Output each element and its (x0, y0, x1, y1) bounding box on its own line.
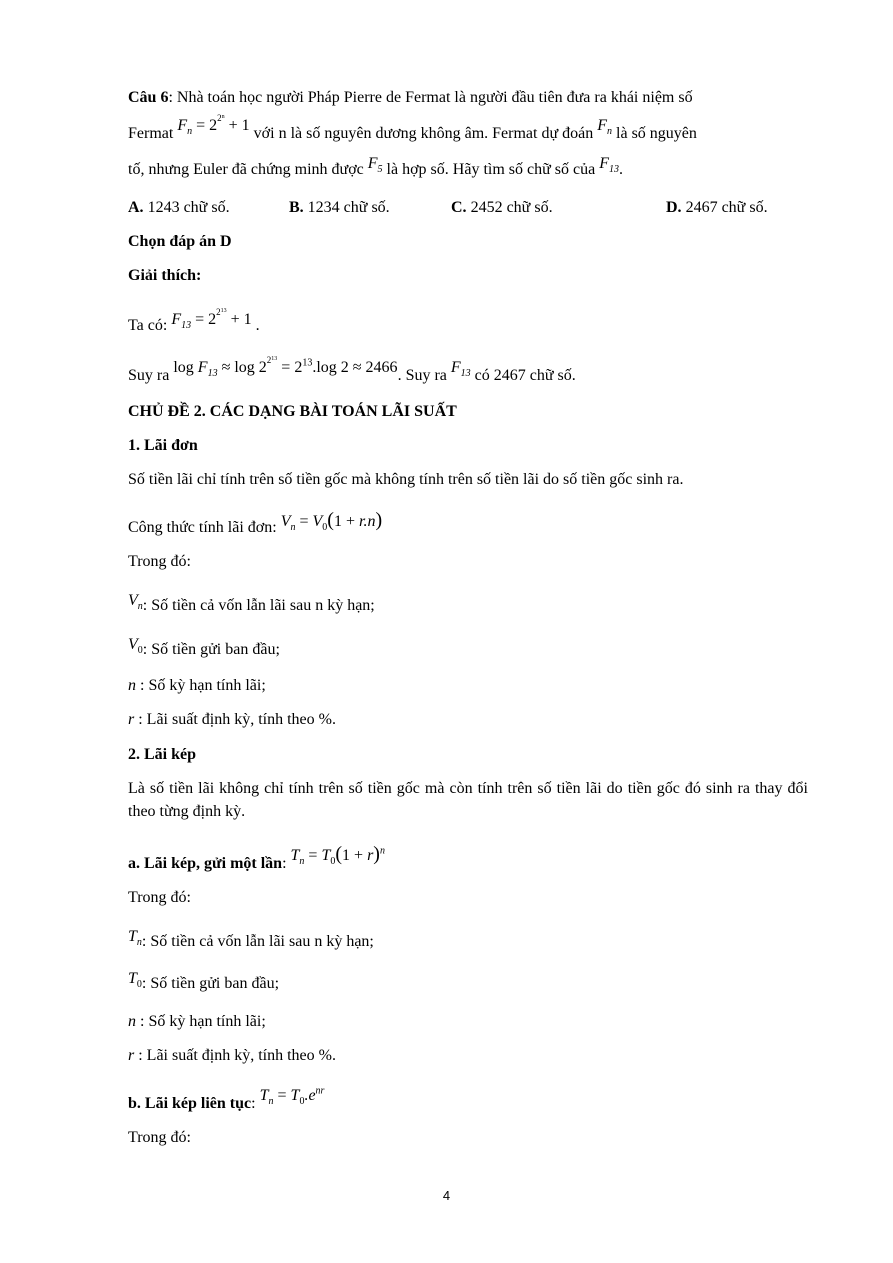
page-number: 4 (442, 1188, 451, 1203)
var-v0: $V_0$ (128, 636, 143, 657)
section-2-desc: Là số tiền lãi không chỉ tính trên số tiền gốc mà còn tính trên số tiền lãi do tiền gốc đó sinh ra thay đổi theo từng định kỳ. (128, 780, 808, 820)
where-3: Trong đó: (128, 1129, 191, 1146)
section-2a-title-line: a. Lãi kép, gửi một lần: $T_n = T_0(1 + r)^n$ (128, 843, 385, 872)
compound-interest-formula: $T_n = T_0(1 + r)^n$ (290, 843, 385, 868)
s1-def-n: n : Số kỳ hạn tính lãi; (128, 677, 266, 694)
s2-def-t0: $T_0$: Số tiền gửi ban đầu; (128, 970, 280, 992)
where-1: Trong đó: (128, 553, 191, 570)
topic-title: CHỦ ĐỀ 2. CÁC DẠNG BÀI TOÁN LÃI SUẤT (128, 403, 457, 420)
question-line-2: Fermat $F_n = 2^{2^n} + 1$ với n là số nguyên dương không âm. Fermat dự đoán $F_n$ là số nguyên (128, 113, 697, 142)
simple-interest-formula-line: Công thức tính lãi đơn: $V_n = V_0(1 + r.n)$ (128, 509, 383, 536)
var-r-2: r (128, 1047, 135, 1064)
section-1-title: 1. Lãi đơn (128, 437, 198, 454)
option-b: B. 1234 chữ số. (289, 199, 390, 216)
s2-def-n: n : Số kỳ hạn tính lãi; (128, 1013, 266, 1030)
option-c: C. 2452 chữ số. (451, 199, 553, 216)
section-2-title: 2. Lãi kép (128, 746, 197, 763)
s2-def-tn: $T_n$: Số tiền cả vốn lẫn lãi sau n kỳ hạn; (128, 928, 374, 950)
fermat-formula: $F_n = 2^{2^n} + 1$ (177, 113, 250, 138)
s2-def-r: r : Lãi suất định kỳ, tính theo %. (128, 1047, 336, 1064)
var-r: r (128, 711, 135, 728)
option-d: D. 2467 chữ số. (666, 199, 768, 216)
answer-line: Chọn đáp án D (128, 233, 232, 250)
s1-def-r: r : Lãi suất định kỳ, tính theo %. (128, 711, 336, 728)
continuous-interest-formula: $T_n = T_0.e^{nr}$ (259, 1085, 325, 1108)
s1-def-v0: $V_0$: Số tiền gửi ban đầu; (128, 636, 280, 658)
log-formula: $\log F_{13} \approx \log 2^{2^{13}} = 2^{13}.\log$ 2 ≈ 2466 (173, 355, 398, 380)
explain-title: Giải thích: (128, 267, 202, 284)
where-2: Trong đó: (128, 889, 191, 906)
s1-def-vn: $V_n$: Số tiền cả vốn lẫn lãi sau n kỳ hạn; (128, 592, 375, 614)
f13-formula: $F_{13} = 2^{2^{13}} + 1$ (171, 307, 252, 332)
question-line-3: tố, nhưng Euler đã chứng minh được $F_5$ là hợp số. Hãy tìm số chữ số của $F_{13}$. (128, 155, 623, 178)
section-2b-title-line: b. Lãi kép liên tục: $T_n = T_0.e^{nr}$ (128, 1085, 325, 1112)
section-1-desc: Số tiền lãi chỉ tính trên số tiền gốc mà không tính trên số tiền lãi do số tiền gốc sinh ra. (128, 471, 684, 488)
question-line-1: Câu 6: Nhà toán học người Pháp Pierre de Fermat là người đầu tiên đưa ra khái niệm số (128, 89, 693, 106)
var-n-2: n (128, 1013, 136, 1030)
var-tn: $T_n$ (128, 928, 142, 949)
var-n: n (128, 677, 136, 694)
simple-interest-formula: $V_n = V_0(1 + r.n)$ (280, 509, 383, 534)
options-row (128, 198, 808, 218)
var-t0: $T_0$ (128, 970, 142, 991)
var-vn: $V_n$ (128, 592, 143, 613)
taco-line: Ta có: $F_{13} = 2^{2^{13}} + 1$ . (128, 307, 260, 334)
option-a: A. 1243 chữ số. (128, 199, 230, 216)
question-label: Câu 6 (128, 89, 169, 106)
suyra-line: Suy ra $\log F_{13} \approx \log 2^{2^{13}} = 2^{13}.\log$ 2 ≈ 2466. Suy ra $F_{13}$ có 2467 chữ số. (128, 355, 576, 384)
